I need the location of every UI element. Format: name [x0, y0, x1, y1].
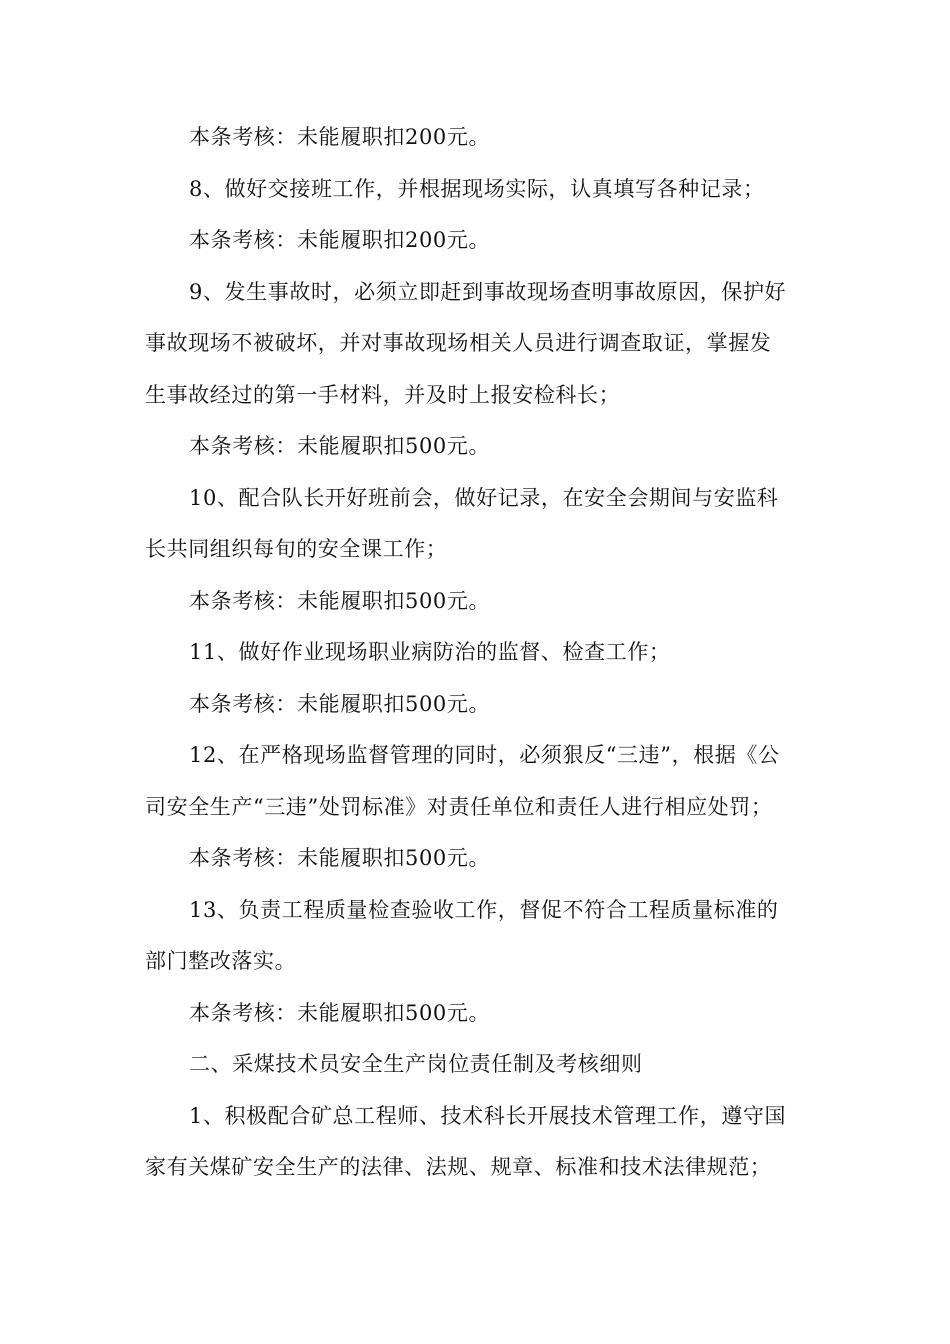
document-body	[145, 112, 805, 1194]
item-10-line-2: 长共同组织每旬的安全课工作；	[145, 537, 448, 561]
assessment-line-7: 本条考核：未能履职扣500元。	[189, 1000, 491, 1025]
item-10-line-1: 10、配合队长开好班前会，做好记录，在安全会期间与安监科	[189, 485, 779, 510]
item-8-line-1: 8、做好交接班工作，并根据现场实际，认真填写各种记录；	[189, 176, 765, 201]
item-9-line-1: 9、发生事故时，必须立即赶到事故现场查明事故原因，保护好	[189, 279, 787, 304]
item-13-line-1: 13、负责工程质量检查验收工作，督促不符合工程质量标准的	[189, 897, 779, 922]
item-9-line-3: 生事故经过的第一手材料，并及时上报安检科长；	[145, 382, 621, 407]
section-2-item-1-line-2: 家有关煤矿安全生产的法律、法规、规章、标准和技术法律规范；	[145, 1155, 772, 1179]
item-11-line-1: 11、做好作业现场职业病防治的监督、检查工作；	[189, 640, 671, 664]
item-13-line-2: 部门整改落实。	[145, 949, 297, 973]
item-9-line-2: 事故现场不被破坏，并对事故现场相关人员进行调查取证，掌握发	[145, 331, 772, 355]
section-2-heading: 二、采煤技术员安全生产岗位责任制及考核细则	[189, 1052, 643, 1076]
assessment-line-2: 本条考核：未能履职扣200元。	[189, 228, 491, 252]
section-2-item-1-line-1: 1、积极配合矿总工程师、技术科长开展技术管理工作，遵守国	[189, 1103, 787, 1128]
assessment-line-3: 本条考核：未能履职扣500元。	[189, 434, 491, 458]
assessment-line-6: 本条考核：未能履职扣500元。	[189, 846, 491, 870]
assessment-line-4: 本条考核：未能履职扣500元。	[189, 588, 491, 613]
item-12-line-1: 12、在严格现场监督管理的同时，必须狠反“三违”，根据《公	[189, 743, 780, 767]
assessment-line-1: 本条考核：未能履职扣200元。	[189, 125, 491, 149]
assessment-line-5: 本条考核：未能履职扣500元。	[189, 691, 491, 716]
item-12-line-2: 司安全生产“三违”处罚标准》对责任单位和责任人进行相应处罚；	[145, 794, 773, 819]
